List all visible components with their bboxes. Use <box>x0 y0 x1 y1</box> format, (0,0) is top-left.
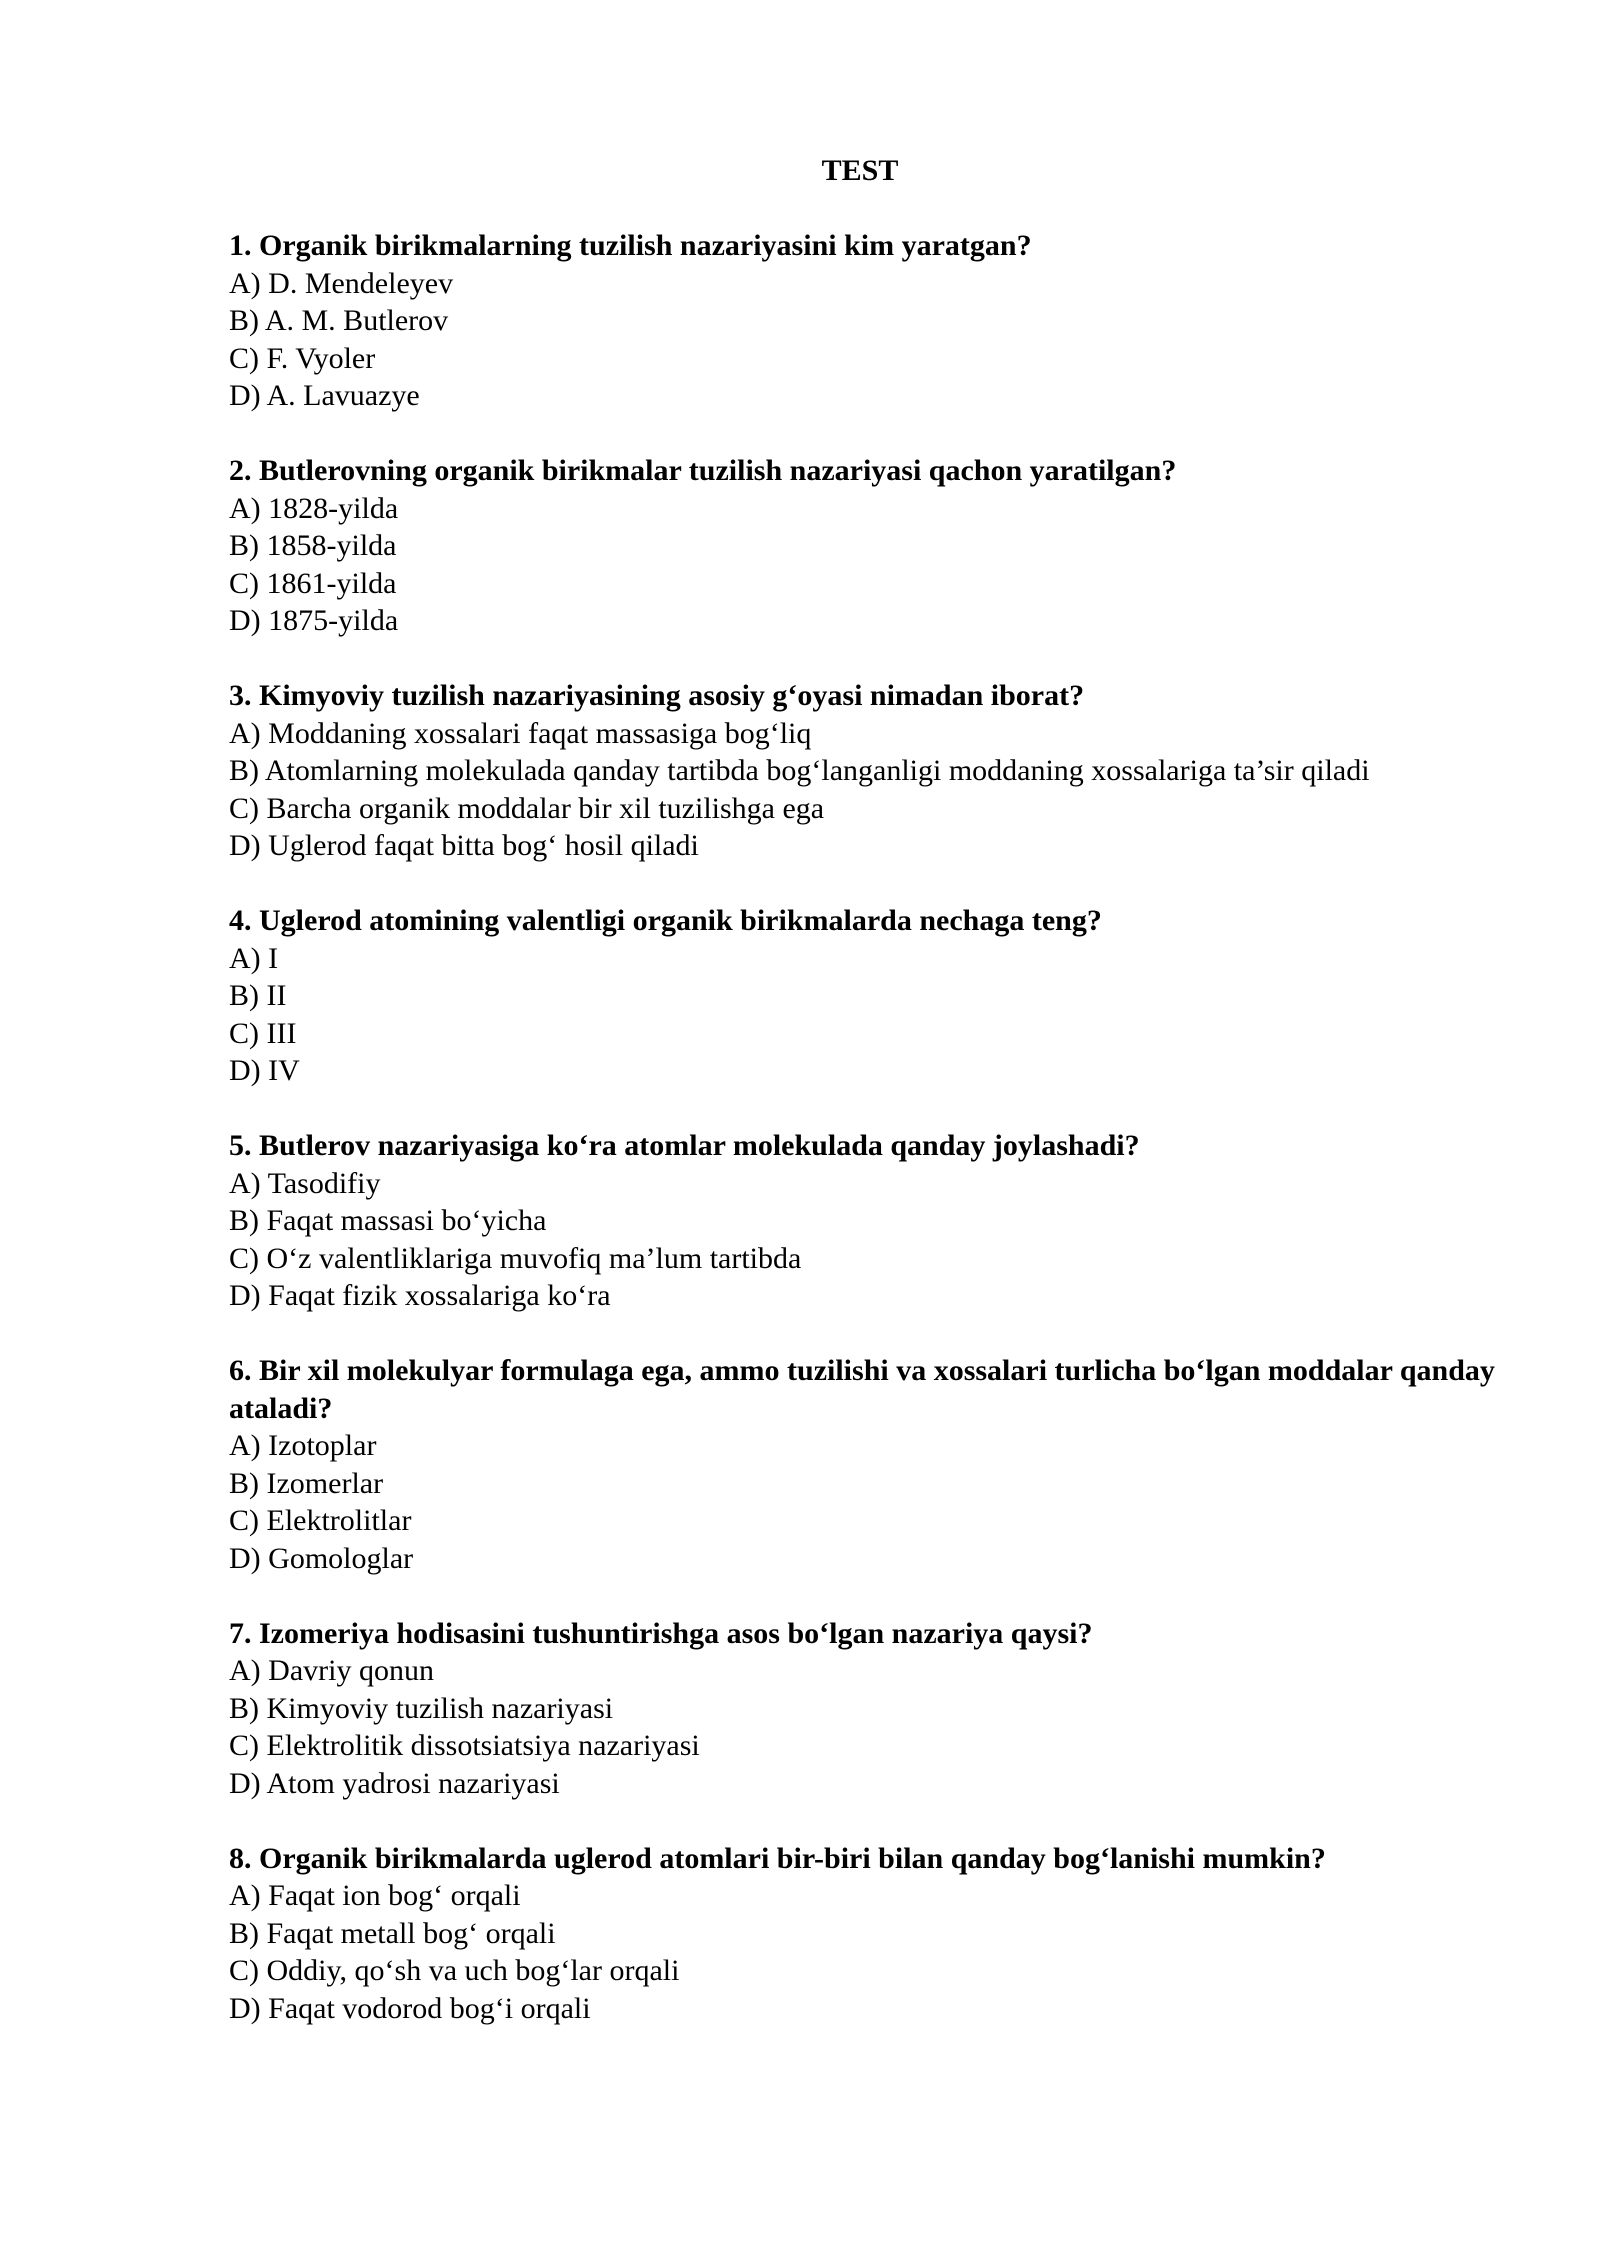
question-7 <box>229 1615 1529 1803</box>
answer-option-d: D) Uglerod faqat bitta bog‘ hosil qiladi <box>229 829 699 862</box>
answer-option-c: C) F. Vyoler <box>229 341 376 375</box>
answer-option-d: D) Faqat fizik xossalariga ko‘ra <box>229 1279 611 1312</box>
answer-option-c: C) O‘z valentliklariga muvofiq ma’lum tartibda <box>229 1241 802 1275</box>
question-text: 2. Butlerovning organik birikmalar tuzilish nazariyasi qachon yaratilgan? <box>229 454 1177 487</box>
question-5 <box>229 1127 1529 1315</box>
answer-option-c: C) Oddiy, qo‘sh va uch bog‘lar orqali <box>229 1954 680 1987</box>
answer-option-b: B) Faqat metall bog‘ orqali <box>229 1916 556 1950</box>
answer-option-c: C) Barcha organik moddalar bir xil tuzilishga ega <box>229 791 825 825</box>
answer-option-d: D) Faqat vodorod bog‘i orqali <box>229 1991 591 2025</box>
answer-option-a: A) Izotoplar <box>229 1429 377 1462</box>
answer-option-a: A) Moddaning xossalari faqat massasiga bog‘liq <box>229 716 812 750</box>
question-text: 4. Uglerod atomining valentligi organik birikmalarda nechaga teng? <box>229 904 1102 937</box>
question-text: 6. Bir xil molekulyar formulaga ega, ammo tuzilishi va xossalari turlicha bo‘lgan moddalar qanday ataladi? <box>229 1354 1495 1425</box>
answer-option-a: A) D. Mendeleyev <box>229 266 454 300</box>
question-list <box>229 227 1529 2065</box>
answer-option-c: C) Elektrolitlar <box>229 1504 412 1537</box>
question-8 <box>229 1840 1529 2028</box>
answer-option-d: D) 1875-yilda <box>229 604 399 637</box>
answer-option-c: C) Elektrolitik dissotsiatsiya nazariyasi <box>229 1729 700 1762</box>
answer-option-d: D) Atom yadrosi nazariyasi <box>229 1766 560 1800</box>
question-6 <box>229 1352 1529 1577</box>
question-text: 8. Organik birikmalarda uglerod atomlari bir-biri bilan qanday bog‘lanishi mumkin? <box>229 1841 1326 1875</box>
question-3 <box>229 677 1529 865</box>
answer-option-a: A) 1828-yilda <box>229 491 399 525</box>
answer-option-a: A) Davriy qonun <box>229 1654 434 1687</box>
question-text: 7. Izomeriya hodisasini tushuntirishga asos bo‘lgan nazariya qaysi? <box>229 1616 1093 1650</box>
question-text: 5. Butlerov nazariyasiga ko‘ra atomlar molekulada qanday joylashadi? <box>229 1129 1140 1162</box>
answer-option-b: B) 1858-yilda <box>229 529 397 562</box>
answer-option-a: A) I <box>229 941 279 975</box>
answer-option-b: B) Izomerlar <box>229 1466 384 1500</box>
answer-option-d: D) A. Lavuazye <box>229 379 420 412</box>
answer-option-b: B) Atomlarning molekulada qanday tartibda bog‘langanligi moddaning xossalariga ta’sir qiladi <box>229 754 1370 787</box>
question-2 <box>229 452 1529 640</box>
question-text: 3. Kimyoviy tuzilish nazariyasining asosiy g‘oyasi nimadan iborat? <box>229 679 1085 712</box>
answer-option-c: C) III <box>229 1016 297 1050</box>
answer-option-b: B) II <box>229 979 287 1012</box>
answer-option-b: B) Kimyoviy tuzilish nazariyasi <box>229 1691 614 1725</box>
answer-option-b: B) A. M. Butlerov <box>229 304 449 337</box>
answer-option-d: D) IV <box>229 1054 300 1087</box>
answer-option-a: A) Faqat ion bog‘ orqali <box>229 1879 521 1912</box>
answer-option-c: C) 1861-yilda <box>229 566 397 600</box>
question-1 <box>229 227 1529 415</box>
question-text: 1. Organik birikmalarning tuzilish nazariyasini kim yaratgan? <box>229 229 1032 262</box>
question-4 <box>229 902 1529 1090</box>
answer-option-d: D) Gomologlar <box>229 1541 414 1575</box>
answer-option-a: A) Tasodifiy <box>229 1166 381 1200</box>
page-title: TEST <box>821 154 899 187</box>
answer-option-b: B) Faqat massasi bo‘yicha <box>229 1204 547 1237</box>
